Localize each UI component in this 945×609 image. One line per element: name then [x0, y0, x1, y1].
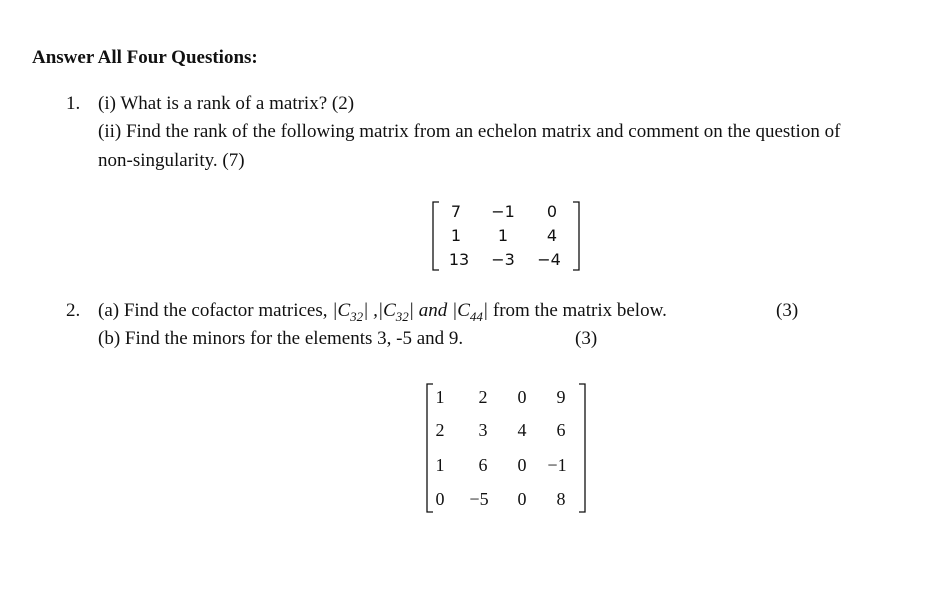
q2-matrix-cell: 4 [517, 420, 527, 440]
q2-matrix-cell: 0 [517, 455, 527, 475]
q2-number: 2. [66, 300, 81, 321]
q2-matrix-cell: 0 [517, 387, 527, 407]
q1-matrix-cell: 13 [448, 250, 470, 269]
q2-matrix-cell: 2 [435, 420, 445, 440]
q1-matrix-cell: −3 [491, 250, 515, 269]
q2-math-subscript: 32 [350, 308, 364, 324]
q2-part-a-suffix: from the matrix below. [488, 300, 667, 321]
q1-matrix-cell: 1 [450, 226, 462, 245]
q2-matrix-cell: 2 [478, 387, 488, 407]
q2-math-segment: | [482, 300, 489, 321]
q2-part-b-marks: (3) [575, 328, 598, 349]
q2-part-a-prefix: (a) Find the cofactor matrices, [98, 300, 333, 321]
q2-matrix-cell: 1 [435, 387, 445, 407]
q2-math-segment: | and |C [408, 300, 470, 321]
q2-math-segment: |C [332, 300, 351, 321]
q1-matrix-cell: −4 [537, 250, 561, 269]
q2-matrix-cell: 6 [478, 455, 488, 475]
q2-math-subscript: 32 [395, 308, 409, 324]
q1-part-i: (i) What is a rank of a matrix? (2) [98, 93, 355, 114]
q2-part-a-math [332, 300, 489, 324]
q2-part-b: (b) Find the minors for the elements 3, -5 and 9. [98, 328, 464, 349]
q2-matrix-cell: 8 [556, 489, 566, 509]
q2-part-a [98, 300, 667, 328]
q2-matrix-cell: −5 [469, 489, 489, 509]
q2-matrix-cell: 0 [435, 489, 445, 509]
q2-matrix [425, 382, 587, 514]
q2-matrix-cell: 9 [556, 387, 566, 407]
q1-matrix-cell: 7 [450, 202, 462, 221]
q2-matrix-cell: 0 [517, 489, 527, 509]
q1-matrix-cell: 4 [546, 226, 558, 245]
q2-matrix-cell: 6 [556, 420, 566, 440]
q1-matrix [431, 200, 581, 272]
q1-matrix-cell: 1 [497, 226, 509, 245]
q1-matrix-cell: 0 [546, 202, 558, 221]
q2-matrix-cell: 1 [435, 455, 445, 475]
page-heading: Answer All Four Questions: [32, 47, 258, 68]
q1-number: 1. [66, 93, 81, 114]
q2-math-segment: | ,|C [363, 300, 396, 321]
q1-part-ii-line2: non-singularity. (7) [98, 150, 245, 171]
q2-matrix-cell: 3 [478, 420, 488, 440]
q2-part-a-marks: (3) [776, 300, 799, 321]
q1-matrix-right-bracket [571, 200, 581, 272]
q2-matrix-cell: −1 [547, 455, 567, 475]
q1-part-ii-line1: (ii) Find the rank of the following matrix from an echelon matrix and comment on the question of [98, 121, 841, 142]
q1-matrix-cell: −1 [491, 202, 515, 221]
q2-math-subscript: 44 [469, 308, 483, 324]
